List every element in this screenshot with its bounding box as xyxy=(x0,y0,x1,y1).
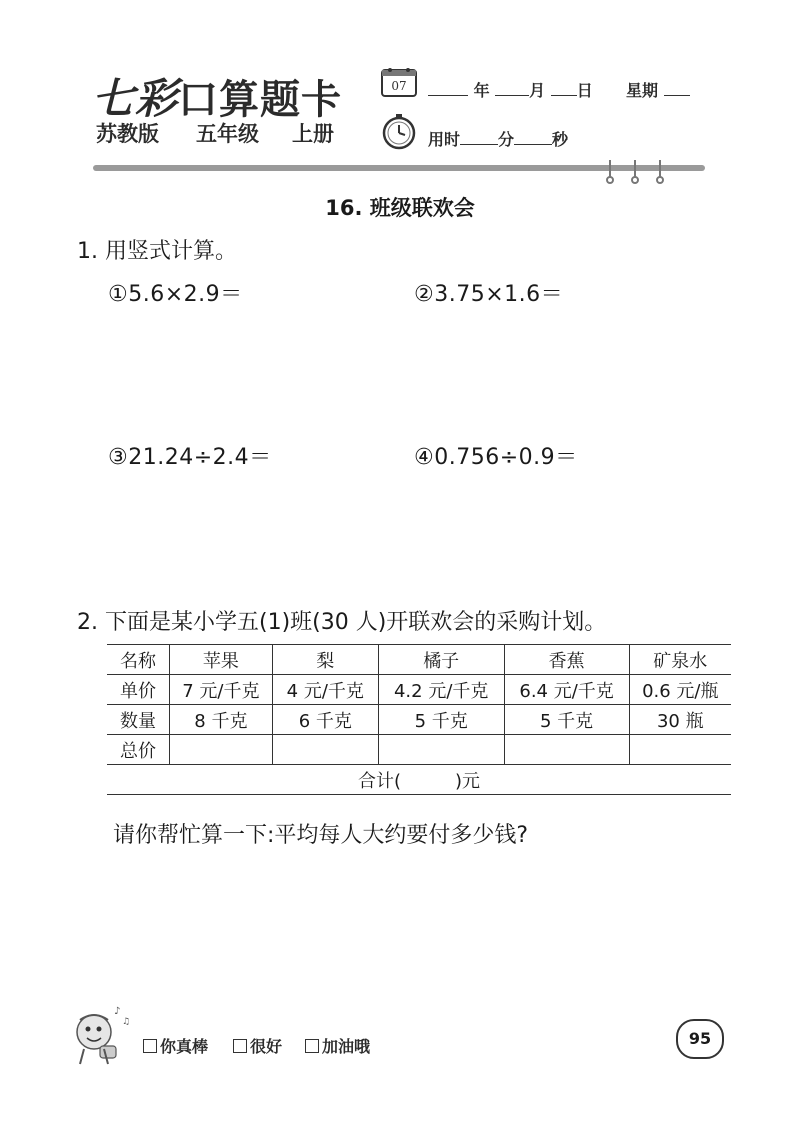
lesson-title: 16. 班级联欢会 xyxy=(325,196,475,220)
problem-3: ③21.24÷2.4＝ xyxy=(108,445,272,470)
problem-2: ②3.75×1.6＝ xyxy=(414,282,564,307)
row-header-unit-price: 单价 xyxy=(107,675,169,705)
answer-cell[interactable] xyxy=(272,735,378,765)
table-cell: 7 元/千克 xyxy=(169,675,272,705)
svg-text:♫: ♫ xyxy=(122,1017,130,1027)
table-cell: 梨 xyxy=(272,645,378,675)
year-label: 年 xyxy=(473,81,490,100)
table-cell: 香蕉 xyxy=(504,645,629,675)
table-row xyxy=(107,645,731,675)
table-cell: 4 元/千克 xyxy=(272,675,378,705)
month-blank[interactable] xyxy=(495,81,529,96)
problem-1: ①5.6×2.9＝ xyxy=(108,282,243,307)
edition-grade: 五年级 xyxy=(196,122,259,146)
date-line xyxy=(428,78,690,101)
table-row-total xyxy=(107,765,731,795)
mascot-icon xyxy=(70,1002,130,1068)
rating-option-good[interactable]: 很好 xyxy=(233,1034,282,1057)
minutes-blank[interactable] xyxy=(460,130,498,145)
purchase-plan-table xyxy=(107,644,731,795)
checkbox-keep-going[interactable] xyxy=(305,1039,319,1053)
second-label: 秒 xyxy=(552,130,569,149)
calendar-day: 07 xyxy=(391,79,407,93)
minute-label: 分 xyxy=(498,130,515,149)
table-row xyxy=(107,675,731,705)
answer-cell[interactable] xyxy=(504,735,629,765)
problem-4: ④0.756÷0.9＝ xyxy=(414,445,578,470)
rating-option-keep-going[interactable]: 加油哦 xyxy=(305,1034,370,1057)
answer-cell[interactable] xyxy=(169,735,272,765)
divider-ornament-icon xyxy=(600,158,670,184)
page-number: 95 xyxy=(676,1019,724,1059)
year-blank[interactable] xyxy=(428,81,468,96)
svg-text:♪: ♪ xyxy=(114,1006,121,1017)
answer-cell[interactable] xyxy=(378,735,504,765)
rating-option-great[interactable]: 你真棒 xyxy=(143,1034,208,1057)
row-header-total-price: 总价 xyxy=(107,735,169,765)
table-cell: 0.6 元/瓶 xyxy=(629,675,731,705)
table-cell: 8 千克 xyxy=(169,705,272,735)
checkbox-great[interactable] xyxy=(143,1039,157,1053)
table-cell: 橘子 xyxy=(378,645,504,675)
brand-title xyxy=(92,66,342,126)
day-blank[interactable] xyxy=(551,81,577,96)
table-cell: 苹果 xyxy=(169,645,272,675)
brand-rest: 口算题卡 xyxy=(178,76,343,123)
row-header-name: 名称 xyxy=(107,645,169,675)
answer-cell[interactable] xyxy=(629,735,731,765)
table-row xyxy=(107,705,731,735)
table-cell: 6 千克 xyxy=(272,705,378,735)
weekday-label: 星期 xyxy=(625,81,658,100)
brand-lead: 七彩 xyxy=(92,74,179,123)
calendar-icon xyxy=(380,66,418,98)
edition-volume: 上册 xyxy=(292,122,334,146)
clock-icon xyxy=(380,113,418,151)
edition-publisher: 苏教版 xyxy=(96,122,159,146)
table-cell: 30 瓶 xyxy=(629,705,731,735)
row-header-quantity: 数量 xyxy=(107,705,169,735)
table-cell: 6.4 元/千克 xyxy=(504,675,629,705)
checkbox-good[interactable] xyxy=(233,1039,247,1053)
table-cell: 矿泉水 xyxy=(629,645,731,675)
weekday-blank[interactable] xyxy=(664,81,690,96)
table-row xyxy=(107,735,731,765)
day-label: 日 xyxy=(576,81,593,100)
time-line xyxy=(428,127,568,150)
time-used-label: 用时 xyxy=(428,130,461,149)
section2-heading: 2. 下面是某小学五(1)班(30 人)开联欢会的采购计划。 xyxy=(77,610,607,635)
grand-total[interactable]: 合计( )元 xyxy=(107,765,731,795)
section1-heading: 1. 用竖式计算。 xyxy=(77,239,237,264)
average-cost-question: 请你帮忙算一下:平均每人大约要付多少钱? xyxy=(113,823,529,848)
table-cell: 4.2 元/千克 xyxy=(378,675,504,705)
seconds-blank[interactable] xyxy=(514,130,552,145)
table-cell: 5 千克 xyxy=(504,705,629,735)
month-label: 月 xyxy=(529,81,546,100)
table-cell: 5 千克 xyxy=(378,705,504,735)
